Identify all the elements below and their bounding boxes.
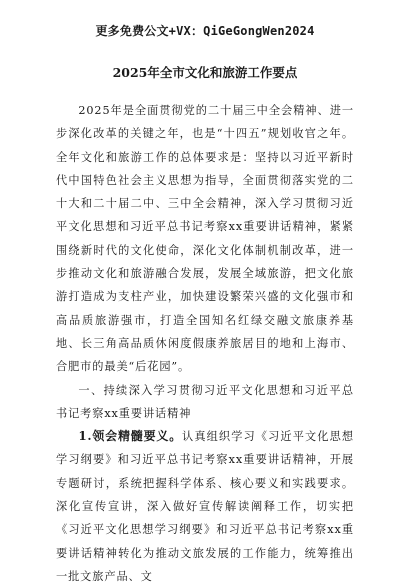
subsection-text: 认真组织学习《习近平文化思想学习纲要》和习近平总书记考察xx重要讲话精神，开展专题研讨，系统把握科学体系、核心要义和实践要求。深化宣传宣讲，深入做好宣传解读阐释工作，切实把《习近平文化思想学习纲要》和习近平总书记考察xx重要讲话精神转化为推动文旅发展的工作能力，统筹推出一批文旅产品、文 xyxy=(56,430,354,583)
document-title: 2025年全市文化和旅游工作要点 xyxy=(112,65,298,80)
intro-paragraph: 2025年是全面贯彻党的二十届三中全会精神、进一步深化改革的关键之年，也是“十四五”规划收官之年。全年文化和旅游工作的总体要求是：坚持以习近平新时代中国特色社会主义思想为指导，全面贯彻落实党的二十大和二十届二中、三中全会精神，深入学习贯彻习近平文化思想和习近平总书记考察xx重要讲话精神，紧紧围绕新时代的文化使命，深化文化体制机制改革，进一步推动文化和旅游融合发展，发展全域旅游，把文化旅游打造成为支柱产业，加快建设繁荣兴盛的文化强市和高品质旅游强市，打造全国知名红绿交融文旅康养基地、长三角高品质休闲度假康养旅居目的地和上海市、合肥市的最美“后花园”。 xyxy=(56,104,354,374)
subsection-lead: 1.领会精髓要义。 xyxy=(78,429,183,444)
promo-header: 更多免费公文+VX：QiGeGongWen2024 xyxy=(95,24,315,38)
subsection-paragraph xyxy=(56,425,354,588)
document-body xyxy=(56,99,354,588)
section-heading: 一、持续深入学习贯彻习近平文化思想和习近平总书记考察xx重要讲话精神 xyxy=(56,383,354,420)
